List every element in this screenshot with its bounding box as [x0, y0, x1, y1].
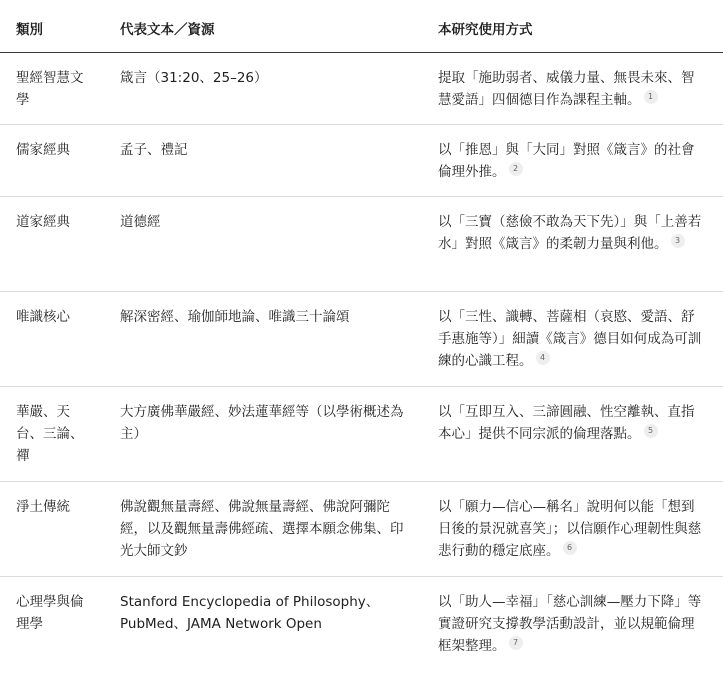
row-category: 儒家經典 [16, 142, 70, 158]
row-usage [438, 211, 706, 255]
header-usage: 本研究使用方式 [438, 22, 533, 38]
row-text: 孟子、禮記 [120, 142, 188, 158]
row-text: 解深密經、瑜伽師地論、唯識三十論頌 [120, 309, 350, 325]
usage-text: 以「願力—信心—稱名」說明何以能「想到日後的景況就喜笑」；以信願作心理韌性與慈悲行動的穩定底座。 [438, 499, 702, 559]
table-row [0, 125, 723, 197]
row-usage [438, 306, 706, 372]
row-category: 淨土傳統 [16, 499, 70, 515]
row-text: 佛說觀無量壽經、佛說無量壽經、佛說阿彌陀經，以及觀無量壽佛經疏、選擇本願念佛集、印光大師文鈔 [120, 499, 404, 559]
header-category: 類別 [16, 22, 43, 38]
row-usage [438, 496, 706, 562]
table-row [0, 577, 723, 677]
row-category: 華嚴、天台、三論、禪 [16, 404, 84, 464]
row-text: 大方廣佛華嚴經、妙法蓮華經等（以學術概述為主） [120, 404, 404, 442]
row-text: 箴言（31:20、25–26） [120, 70, 268, 86]
footnote-badge[interactable]: 3 [671, 234, 685, 248]
usage-text: 提取「施助弱者、威儀力量、無畏未來、智慧愛語」四個德目作為課程主軸。 [438, 70, 695, 108]
footnote-badge[interactable]: 7 [509, 636, 523, 650]
row-category: 心理學與倫理學 [16, 594, 84, 632]
usage-text: 以「推恩」與「大同」對照《箴言》的社會倫理外推。 [438, 142, 695, 180]
row-usage [438, 67, 706, 111]
row-usage [438, 401, 706, 445]
usage-text: 以「三寶（慈儉不敢為天下先）」與「上善若水」對照《箴言》的柔韌力量與利他。 [438, 214, 702, 252]
table-row [0, 197, 723, 292]
row-usage [438, 591, 706, 657]
footnote-badge[interactable]: 4 [536, 351, 550, 365]
usage-text: 以「助人—幸福」「慈心訓練—壓力下降」等實證研究支撐教學活動設計，並以規範倫理框架整理。 [438, 594, 702, 654]
table-row [0, 482, 723, 577]
row-text: Stanford Encyclopedia of Philosophy、PubMed、JAMA Network Open [120, 594, 380, 632]
row-category: 聖經智慧文學 [16, 70, 84, 108]
table-row [0, 292, 723, 387]
row-category: 唯識核心 [16, 309, 70, 325]
header-text: 代表文本／資源 [120, 22, 215, 38]
usage-text: 以「互即互入、三諦圓融、性空離執、直指本心」提供不同宗派的倫理落點。 [438, 404, 695, 442]
footnote-badge[interactable]: 2 [509, 162, 523, 176]
table-row [0, 387, 723, 482]
footnote-badge[interactable]: 6 [563, 541, 577, 555]
row-category: 道家經典 [16, 214, 70, 230]
table-row [0, 53, 723, 125]
usage-text: 以「三性、識轉、菩薩相（哀愍、愛語、舒手惠施等）」細讀《箴言》德目如何成為可訓練的心識工程。 [438, 309, 702, 369]
row-usage [438, 139, 706, 183]
footnote-badge[interactable]: 5 [644, 424, 658, 438]
row-text: 道德經 [120, 214, 161, 230]
table-header [0, 0, 723, 53]
footnote-badge[interactable]: 1 [644, 90, 658, 104]
